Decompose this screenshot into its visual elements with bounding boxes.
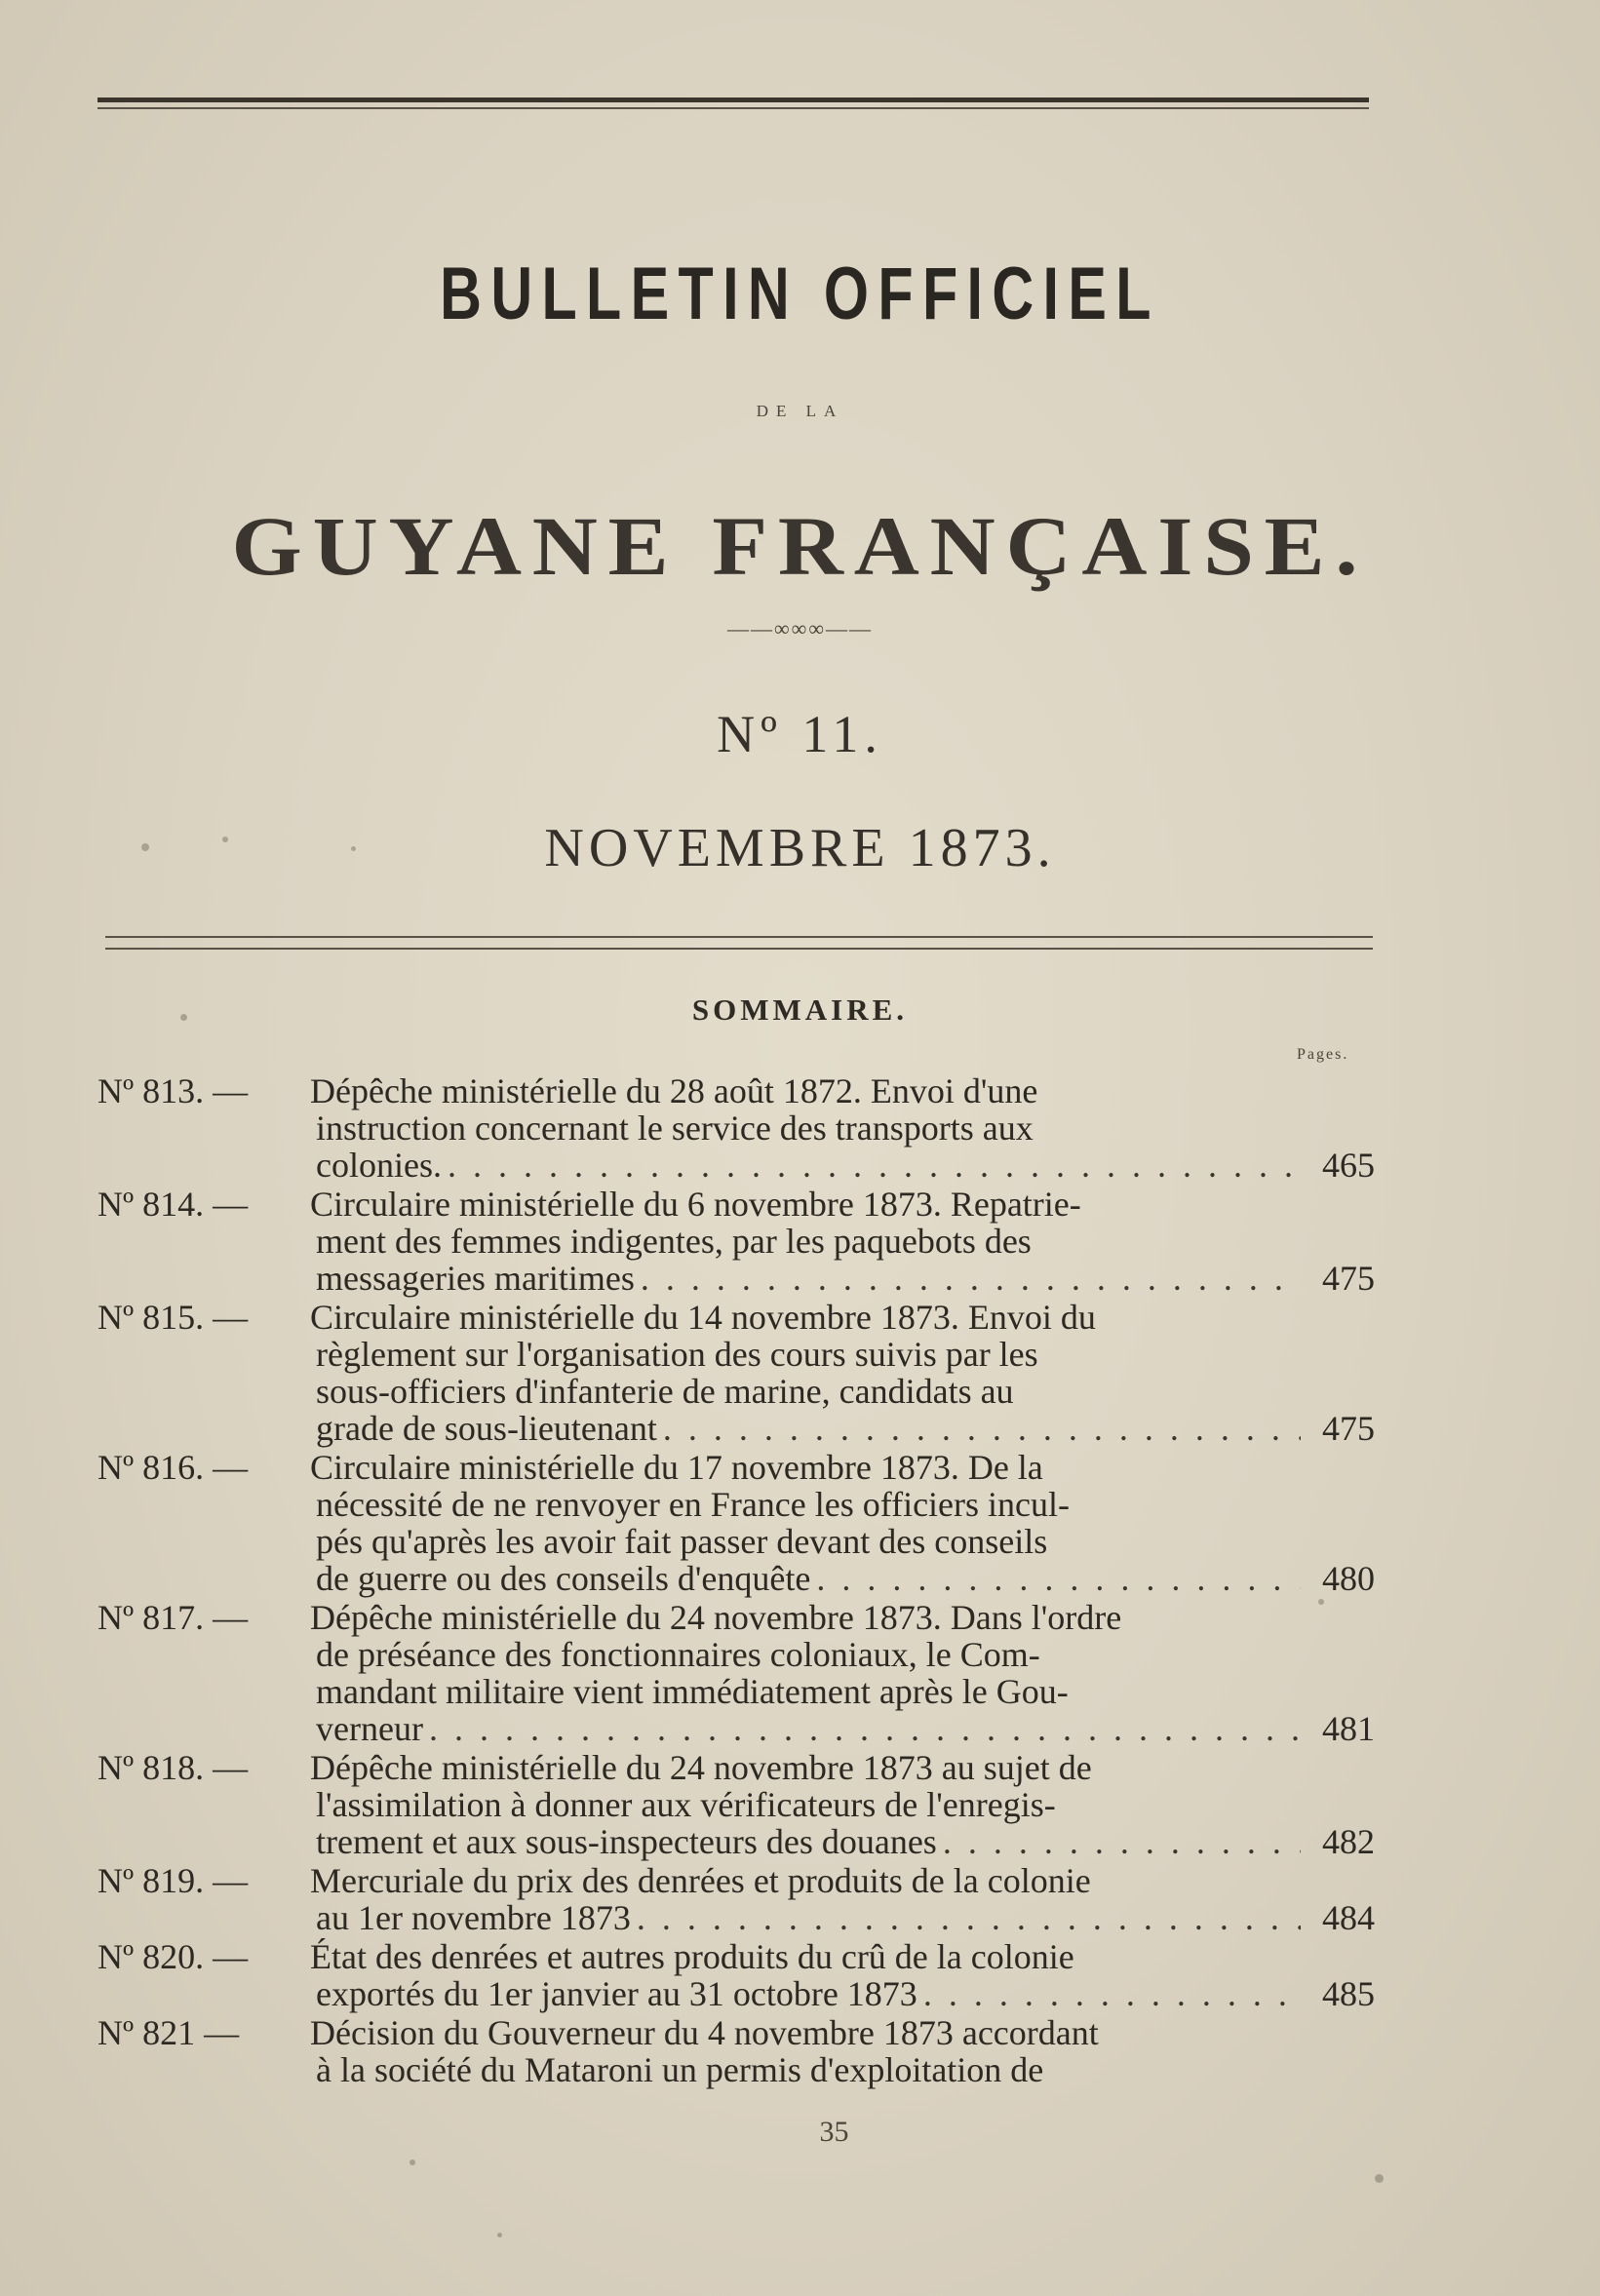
entry-text-line: Circulaire ministérielle du 6 novembre 1873. Repatrie- xyxy=(310,1185,1081,1224)
entry-number: Nº 817. — xyxy=(98,1598,249,1637)
section-double-rule xyxy=(105,936,1373,950)
entry-text-line: Décision du Gouverneur du 4 novembre 1873 accordant xyxy=(310,2013,1099,2052)
paper-speck xyxy=(1375,2174,1384,2183)
entry-text xyxy=(310,1862,1375,1936)
issue-date: NOVEMBRE 1873. xyxy=(544,818,1056,878)
entry-text-line: mandant militaire vient immédiatement après le Gou- xyxy=(316,1672,1069,1711)
entry-text-line: verneur xyxy=(316,1709,423,1748)
colony-title: GUYANE FRANÇAISE. xyxy=(231,499,1369,593)
summary-entry xyxy=(98,1862,1375,1936)
dot-leader xyxy=(663,1410,1301,1447)
entry-text-line: exportés du 1er janvier au 31 octobre 1873 xyxy=(316,1974,917,2013)
bulletin-title: BULLETIN OFFICIEL xyxy=(440,253,1160,335)
summary-entries xyxy=(98,1072,1375,2090)
entry-number: Nº 819. — xyxy=(98,1861,249,1900)
entry-text xyxy=(310,1449,1375,1597)
entry-text-line: Dépêche ministérielle du 24 novembre 1873 au sujet de xyxy=(310,1748,1092,1787)
entry-page-number: 485 xyxy=(1322,1974,1375,2013)
dot-leader xyxy=(816,1560,1301,1597)
ornament-divider: ——∞∞∞—— xyxy=(726,616,874,641)
paper-speck xyxy=(1318,1599,1324,1605)
summary-entry xyxy=(98,1449,1375,1597)
entry-last-line xyxy=(310,1147,1375,1184)
summary-entry xyxy=(98,1749,1375,1860)
top-double-rule xyxy=(98,97,1369,109)
entry-last-line xyxy=(310,1823,1375,1860)
dot-leader xyxy=(641,1260,1301,1297)
summary-heading: SOMMAIRE. xyxy=(691,992,909,1027)
entry-number: Nº 815. — xyxy=(98,1298,249,1337)
entry-text-line: à la société du Mataroni un permis d'exploitation de xyxy=(316,2050,1044,2089)
entry-text-line: de préséance des fonctionnaires coloniaux, le Com- xyxy=(316,1635,1040,1674)
paper-speck xyxy=(410,2160,415,2165)
entry-text-line: trement et aux sous-inspecteurs des douanes xyxy=(316,1822,937,1861)
dot-leader xyxy=(429,1710,1301,1747)
entry-text xyxy=(310,1299,1375,1447)
paper-speck xyxy=(222,837,228,842)
entry-last-line xyxy=(310,1560,1375,1597)
entry-text-line: pés qu'après les avoir fait passer devant des conseils xyxy=(316,1522,1048,1561)
entry-last-line xyxy=(310,1899,1375,1936)
entry-text xyxy=(310,1186,1375,1297)
paper-speck xyxy=(351,846,356,851)
entry-page-number: 482 xyxy=(1322,1822,1375,1861)
entry-text-line: nécessité de ne renvoyer en France les officiers incul- xyxy=(316,1485,1070,1524)
entry-number: Nº 813. — xyxy=(98,1071,249,1110)
summary-entry xyxy=(98,1938,1375,2012)
entry-text-line: règlement sur l'organisation des cours suivis par les xyxy=(316,1335,1038,1374)
entry-text-line: grade de sous-lieutenant xyxy=(316,1409,657,1448)
signature-mark: 35 xyxy=(819,2116,849,2148)
dot-leader xyxy=(923,1975,1301,2012)
entry-number: Nº 816. — xyxy=(98,1448,249,1487)
entry-text-line: Dépêche ministérielle du 24 novembre 1873. Dans l'ordre xyxy=(310,1598,1122,1637)
summary-entry xyxy=(98,2014,1375,2088)
issue-number: Nº 11. xyxy=(717,705,883,763)
dot-leader xyxy=(943,1823,1301,1860)
summary-entry xyxy=(98,1599,1375,1747)
entry-text-line: au 1er novembre 1873 xyxy=(316,1898,631,1937)
entry-text-line: Dépêche ministérielle du 28 août 1872. Envoi d'une xyxy=(310,1071,1038,1110)
entry-text xyxy=(310,1749,1375,1860)
entry-text-line: colonies. xyxy=(316,1146,442,1185)
entry-last-line xyxy=(310,1975,1375,2012)
entry-text-line: sous-officiers d'infanterie de marine, candidats au xyxy=(316,1372,1014,1411)
entry-number: Nº 821 — xyxy=(98,2013,240,2052)
entry-text-line: l'assimilation à donner aux vérificateurs de l'enregis- xyxy=(316,1785,1056,1824)
title-connector: DE LA xyxy=(756,402,844,420)
entry-page-number: 475 xyxy=(1322,1259,1375,1298)
dot-leader xyxy=(448,1147,1301,1184)
entry-last-line xyxy=(310,1410,1375,1447)
entry-text-line: État des denrées et autres produits du crû de la colonie xyxy=(310,1937,1074,1976)
entry-number: Nº 818. — xyxy=(98,1748,249,1787)
entry-text xyxy=(310,1599,1375,1747)
entry-text xyxy=(310,1938,1375,2012)
entry-page-number: 475 xyxy=(1322,1409,1375,1448)
entry-page-number: 480 xyxy=(1322,1559,1375,1598)
entry-text xyxy=(310,1072,1375,1184)
paper-speck xyxy=(180,1014,187,1021)
entry-text-line: Circulaire ministérielle du 14 novembre 1873. Envoi du xyxy=(310,1298,1096,1337)
entry-number: Nº 814. — xyxy=(98,1185,249,1224)
paper-speck xyxy=(497,2233,502,2238)
entry-text-line: messageries maritimes xyxy=(316,1259,635,1298)
entry-text-line: Mercuriale du prix des denrées et produits de la colonie xyxy=(310,1861,1091,1900)
entry-text-line: Circulaire ministérielle du 17 novembre 1873. De la xyxy=(310,1448,1043,1487)
dot-leader xyxy=(637,1899,1301,1936)
paper-speck xyxy=(141,843,149,851)
entry-text-line: instruction concernant le service des transports aux xyxy=(316,1109,1034,1148)
entry-page-number: 481 xyxy=(1322,1709,1375,1748)
entry-text-line: ment des femmes indigentes, par les paquebots des xyxy=(316,1222,1032,1261)
entry-text xyxy=(310,2014,1375,2088)
pages-column-label: Pages. xyxy=(1297,1046,1349,1063)
entry-last-line xyxy=(310,1710,1375,1747)
summary-entry xyxy=(98,1299,1375,1447)
entry-last-line xyxy=(310,1260,1375,1297)
entry-page-number: 465 xyxy=(1322,1146,1375,1185)
entry-page-number: 484 xyxy=(1322,1898,1375,1937)
summary-entry xyxy=(98,1072,1375,1184)
entry-number: Nº 820. — xyxy=(98,1937,249,1976)
summary-entry xyxy=(98,1186,1375,1297)
entry-text-line: de guerre ou des conseils d'enquête xyxy=(316,1559,811,1598)
